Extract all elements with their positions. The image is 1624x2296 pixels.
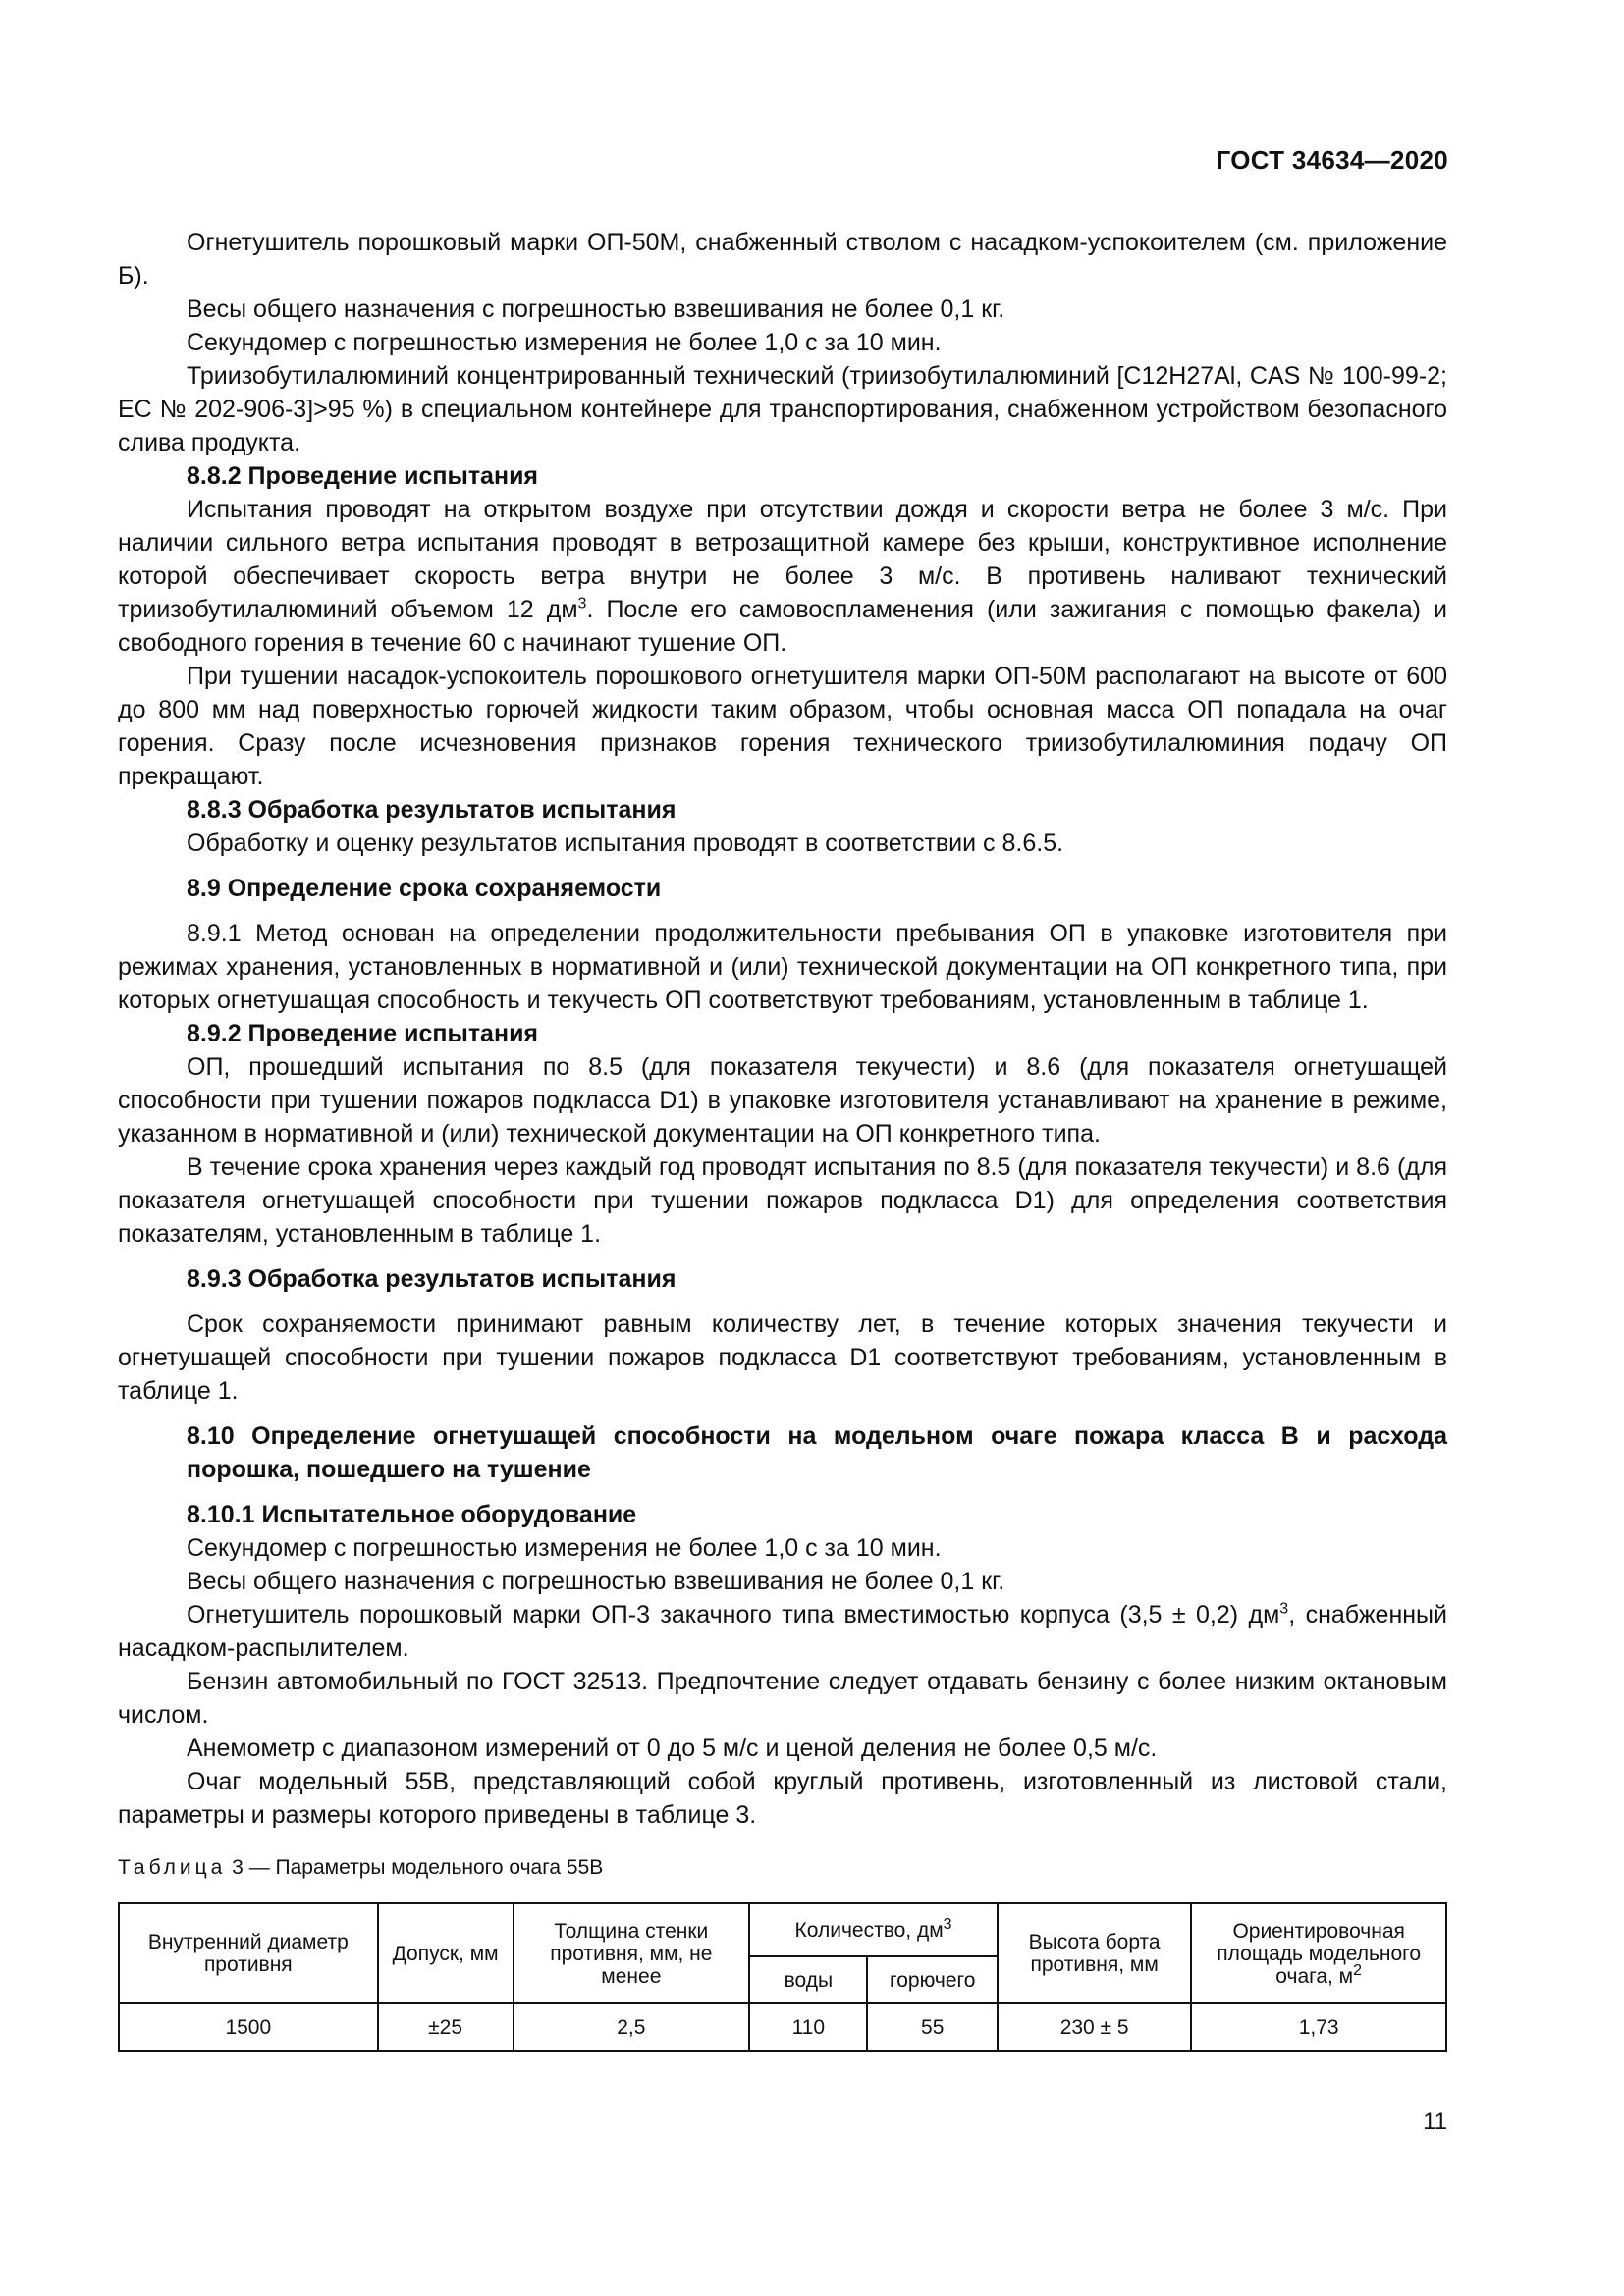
- section-heading: 8.10 Определение огнетушащей способности на модельном очаге пожара класса В и расхода порошка, пошедшего на тушение: [187, 1422, 1447, 1483]
- document-body: [118, 226, 1447, 2052]
- paragraph: Весы общего назначения с погрешностью взвешивания не более 0,1 кг.: [187, 1568, 1005, 1595]
- paragraph: Огнетушитель порошковый марки ОП-50М, снабженный стволом с насадком-успокоителем (см. приложение Б).: [118, 229, 1447, 290]
- subsection-heading: 8.9.2 Проведение испытания: [187, 1020, 539, 1047]
- table-cell: ±25: [378, 2003, 514, 2051]
- paragraph-text: Огнетушитель порошковый марки ОП-3 закачного типа вместимостью корпуса (3,5 ± 0,2) дм: [187, 1601, 1280, 1629]
- paragraph: В течение срока хранения через каждый год проводят испытания по 8.5 (для показателя текучести) и 8.6 (для показателя огнетушащей способности при тушении пожаров подкласса D1) для определения соответствия показателям, установленным в таблице 1.: [118, 1153, 1447, 1248]
- paragraph: [118, 493, 1447, 660]
- superscript: 3: [577, 595, 587, 613]
- header-cell-fuel: горючего: [867, 1956, 997, 2003]
- section-heading: 8.9 Определение срока сохраняемости: [187, 875, 662, 902]
- subsection-heading: 8.8.2 Проведение испытания: [187, 462, 539, 490]
- table-row: [119, 2003, 1446, 2051]
- paragraph: Обработку и оценку результатов испытания проводят в соответствии с 8.6.5.: [187, 829, 1064, 857]
- paragraph: Очаг модельный 55В, представляющий собой круглый противень, изготовленный из листовой стали, параметры и размеры которого приведены в таблице 3.: [118, 1768, 1447, 1829]
- header-cell-height: Высота борта противня, мм: [998, 1903, 1191, 2003]
- paragraph-text: , снабженный насадком-распылителем.: [118, 1601, 1447, 1662]
- paragraph: Триизобутилалюминий концентрированный технический (триизобутилалюминий [C12H27Al, CAS № 100-99-2; EC № 202-906-3]>95 %) в специальном контейнере для транспортирования, снабженном устройством безопасного слива продукта.: [118, 362, 1447, 456]
- subsection-heading: 8.9.3 Обработка результатов испытания: [187, 1265, 677, 1293]
- header-cell-thickness: Толщина стенки противня, мм, не менее: [514, 1903, 750, 2003]
- table-caption-label: Таблица: [118, 1856, 227, 1879]
- paragraph: Анемометр с диапазоном измерений от 0 до 5 м/с и ценой деления не более 0,5 м/с.: [187, 1735, 1158, 1762]
- header-cell-tolerance: Допуск, мм: [378, 1903, 514, 2003]
- paragraph-text: . После его самовоспламенения (или зажигания с помощью факела) и свободного горения в течение 60 с начинают тушение ОП.: [118, 596, 1447, 657]
- subsection-heading: 8.10.1 Испытательное оборудование: [187, 1501, 637, 1528]
- superscript: 2: [1353, 1961, 1363, 1979]
- header-text: Количество, дм: [794, 1918, 944, 1942]
- table-cell: 110: [749, 2003, 867, 2051]
- paragraph: Бензин автомобильный по ГОСТ 32513. Предпочтение следует отдавать бензину с более низким октановым числом.: [118, 1668, 1447, 1729]
- table-cell: 55: [867, 2003, 997, 2051]
- header-cell-area: [1191, 1903, 1446, 2003]
- table-cell: 1,73: [1191, 2003, 1446, 2051]
- paragraph: ОП, прошедший испытания по 8.5 (для показателя текучести) и 8.6 (для показателя огнетушащей способности при тушении пожаров подкласса D1) в упаковке изготовителя устанавливают на хранение в режиме, указанном в нормативной и (или) технической документации на ОП конкретного типа.: [118, 1053, 1447, 1148]
- header-text: Ориентировочная площадь модельного очага, м: [1217, 1919, 1422, 1988]
- paragraph: [118, 1598, 1447, 1665]
- header-cell-diameter: Внутренний диаметр противня: [119, 1903, 378, 2003]
- page-number: 11: [1423, 2109, 1447, 2135]
- table-cell: 2,5: [514, 2003, 750, 2051]
- table-cell: 230 ± 5: [998, 2003, 1191, 2051]
- superscript: 3: [943, 1915, 952, 1933]
- paragraph: Весы общего назначения с погрешностью взвешивания не более 0,1 кг.: [187, 295, 1005, 323]
- paragraph: Секундомер с погрешностью измерения не более 1,0 с за 10 мин.: [187, 329, 942, 356]
- paragraph: При тушении насадок-успокоитель порошкового огнетушителя марки ОП-50М располагают на высоте от 600 до 800 мм над поверхностью горючей жидкости таким образом, чтобы основная масса ОП попадала на очаг горения. Сразу после исчезновения признаков горения технического триизобутилалюминия подачу ОП прекращают.: [118, 663, 1447, 790]
- header-cell-quantity: [749, 1903, 998, 1956]
- header-cell-water: воды: [749, 1956, 867, 2003]
- document-code-header: ГОСТ 34634—2020: [1216, 145, 1448, 175]
- superscript: 3: [1279, 1600, 1289, 1618]
- paragraph: 8.9.1 Метод основан на определении продолжительности пребывания ОП в упаковке изготовителя при режимах хранения, установленных в нормативной и (или) технической документации на ОП конкретного типа, при которых огнетушащая способность и текучесть ОП соответствуют требованиям, установленным в таблице 1.: [118, 920, 1447, 1014]
- paragraph: Секундомер с погрешностью измерения не более 1,0 с за 10 мин.: [187, 1534, 942, 1562]
- table-header-row: [119, 1903, 1446, 1956]
- paragraph-text: Испытания проводят на открытом воздухе при отсутствии дождя и скорости ветра не более 3 м/с. При наличии сильного ветра испытания проводят в ветрозащитной камере без крыши, конструктивное исполнение которой обеспечивает скорость ветра внутри не более 3 м/с. В противень наливают технический триизобутилалюминий объемом 12 дм: [118, 496, 1447, 623]
- table-cell: 1500: [119, 2003, 378, 2051]
- paragraph: Срок сохраняемости принимают равным количеству лет, в течение которых значения текучести и огнетушащей способности при тушении пожаров подкласса D1 соответствуют требованиям, установленным в таблице 1.: [118, 1310, 1447, 1405]
- table-caption: [118, 1851, 1447, 1885]
- parameters-table: [118, 1902, 1447, 2052]
- table-caption-text: 3 — Параметры модельного очага 55В: [226, 1856, 604, 1879]
- subsection-heading: 8.8.3 Обработка результатов испытания: [187, 796, 677, 824]
